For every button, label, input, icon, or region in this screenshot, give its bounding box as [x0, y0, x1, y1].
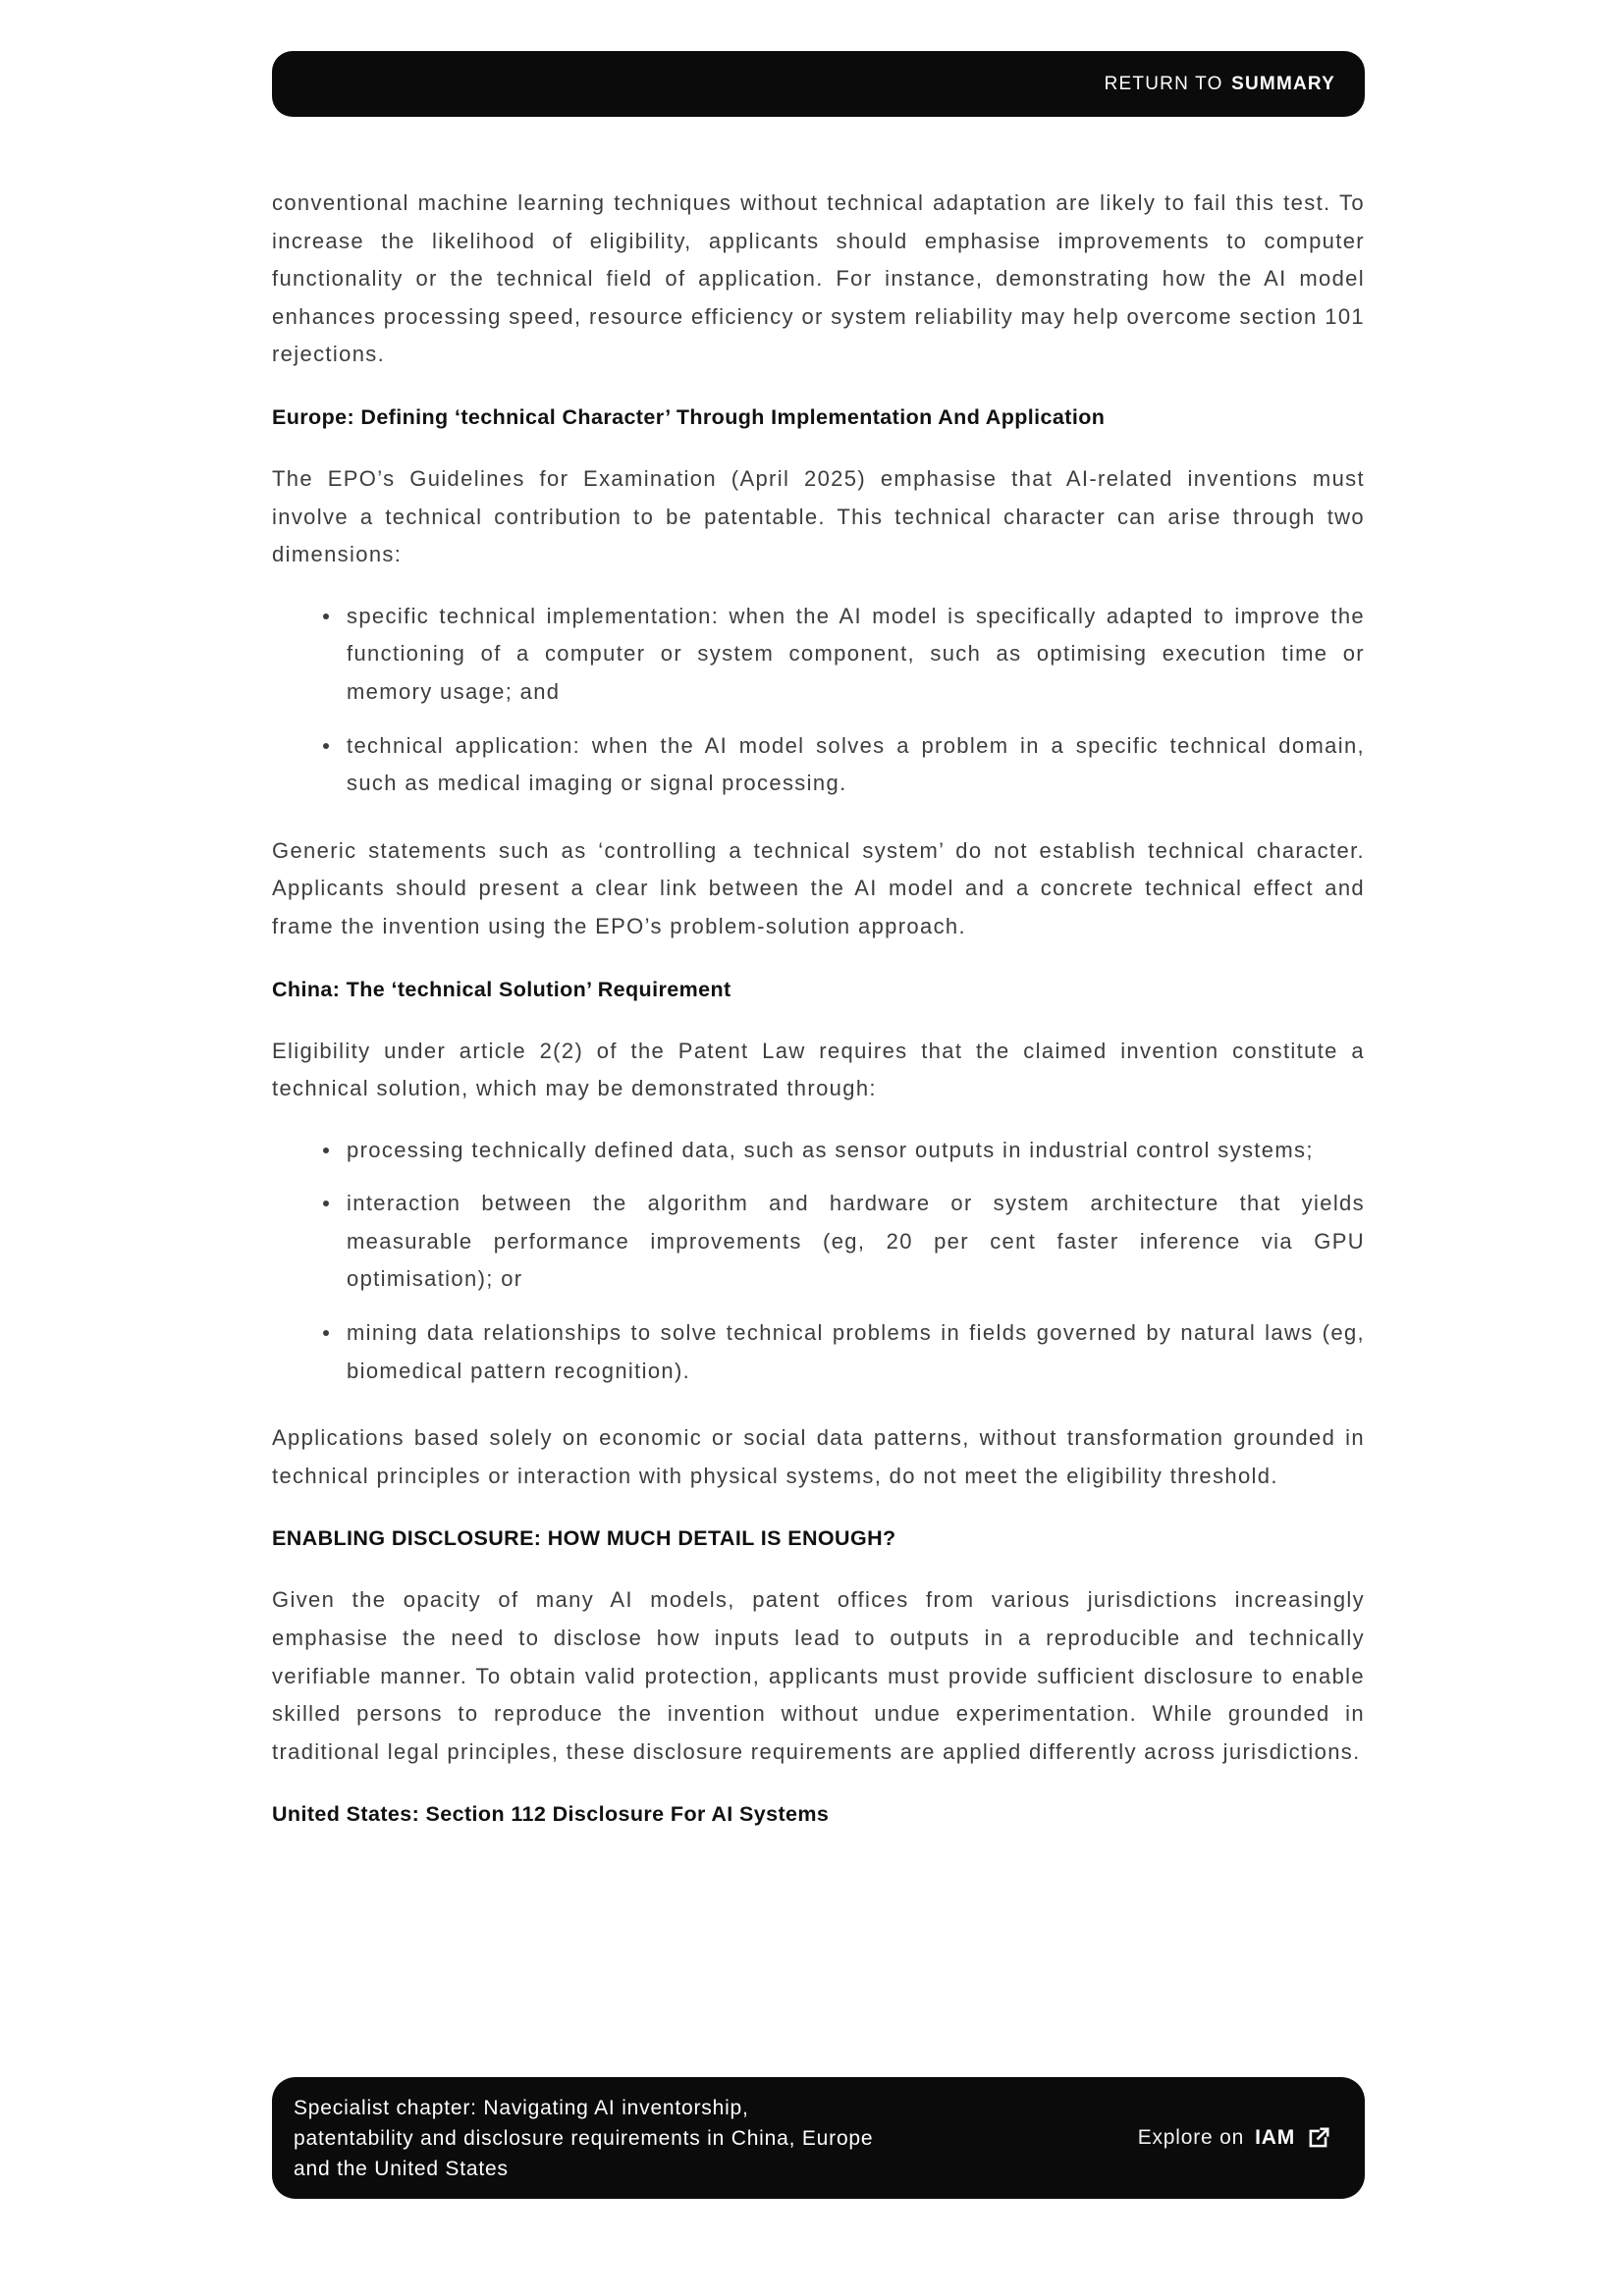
bullet-item: technical application: when the AI model solves a problem in a specific technical domain, such as medical imaging or signal processing. [272, 727, 1365, 803]
footer-bar [272, 2077, 1365, 2199]
article-body [272, 185, 1365, 1849]
paragraph-us-eligibility: conventional machine learning techniques without technical adaptation are likely to fail this test. To increase the likelihood of eligibility, applicants should emphasise improvements to computer functionality or the technical field of application. For instance, demonstrating how the AI model enhances processing speed, resource efficiency or system reliability may help overcome section 101 rejections. [272, 190, 1365, 367]
chapter-title-line: patentability and disclosure requirements in China, Europe [294, 2126, 874, 2150]
china-bullet-list [272, 1132, 1365, 1391]
bullet-item: specific technical implementation: when the AI model is specifically adapted to improve the functioning of a computer or system component, such as optimising execution time or memory usage; and [272, 598, 1365, 712]
heading-europe: Europe: Defining ‘technical Character’ Through Implementation And Application [272, 404, 1106, 429]
external-link-icon [1306, 2125, 1331, 2151]
paragraph-applications: Applications based solely on economic or social data patterns, without transformation grounded in technical principles or interaction with physical systems, do not meet the eligibility threshold. [272, 1425, 1365, 1488]
heading-enabling-disclosure: ENABLING DISCLOSURE: HOW MUCH DETAIL IS ENOUGH? [272, 1526, 896, 1551]
explore-on-iam-link[interactable] [1138, 2125, 1331, 2151]
bullet-item: processing technically defined data, such as sensor outputs in industrial control systems; [272, 1132, 1365, 1170]
heading-united-states: United States: Section 112 Disclosure For AI Systems [272, 1802, 830, 1827]
chapter-title-line: Specialist chapter: Navigating AI inventorship, [294, 2096, 749, 2119]
paragraph-china-eligibility: Eligibility under article 2(2) of the Patent Law requires that the claimed invention constitute a technical solution, which may be demonstrated through: [272, 1038, 1365, 1101]
summary-text: SUMMARY [1231, 73, 1335, 94]
bullet-item: interaction between the algorithm and hardware or system architecture that yields measurable performance improvements (eg, 20 per cent faster inference via GPU optimisation); or [272, 1185, 1365, 1299]
bullet-item: mining data relationships to solve technical problems in fields governed by natural laws (eg, biomedical pattern recognition). [272, 1314, 1365, 1390]
return-to-text: RETURN TO [1104, 73, 1223, 94]
paragraph-epo-guidelines: The EPO’s Guidelines for Examination (April 2025) emphasise that AI-related inventions must involve a technical contribution to be patentable. This technical character can arise through two dimensions: [272, 465, 1365, 567]
chapter-title [294, 2093, 873, 2184]
chapter-title-line: and the United States [294, 2157, 509, 2180]
iam-brand-text: IAM [1255, 2126, 1295, 2149]
paragraph-generic-statements: Generic statements such as ‘controlling a technical system’ do not establish technical character. Applicants should present a clear link between the AI model and a concrete technical effect and frame the invention using the EPO’s problem-solution approach. [272, 837, 1365, 938]
return-to-summary-bar[interactable] [272, 51, 1365, 117]
europe-bullet-list [272, 598, 1365, 803]
explore-on-text: Explore on [1137, 2126, 1245, 2149]
heading-china: China: The ‘technical Solution’ Requirement [272, 977, 731, 1001]
paragraph-disclosure: Given the opacity of many AI models, patent offices from various jurisdictions increasingly emphasise the need to disclose how inputs lead to outputs in a reproducible and technically verifiable manner. To obtain valid protection, applicants must provide sufficient disclosure to enable skilled persons to reproduce the invention without undue experimentation. While grounded in traditional legal principles, these disclosure requirements are applied differently across jurisdictions. [272, 1587, 1365, 1764]
